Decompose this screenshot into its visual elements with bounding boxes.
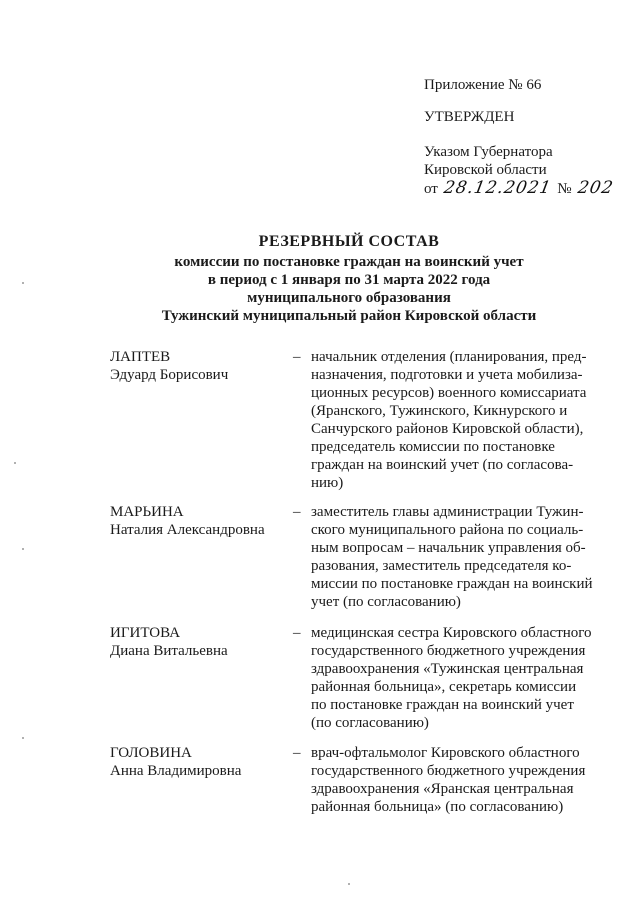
scan-speck [22, 548, 24, 550]
approval-stamp-block [424, 76, 619, 198]
from-prefix: от [424, 181, 438, 197]
member-name: Наталия Александровна [110, 522, 265, 538]
title-line-3: в период с 1 января по 31 марта 2022 года [207, 272, 491, 288]
member-dash: – [293, 349, 301, 365]
member-dash: – [293, 745, 301, 761]
member-person [110, 348, 285, 384]
document-title [100, 233, 598, 325]
decree-line-1: Указом Губернатора [424, 144, 553, 160]
member-surname: ЛАПТЕВ [110, 349, 171, 365]
member-dash: – [293, 504, 301, 520]
description-line: здравоохранения «Тужинская центральная [311, 661, 584, 677]
member-description [311, 744, 598, 816]
description-line: заместитель главы администрации Тужин- [311, 504, 584, 520]
member-person [110, 744, 285, 780]
description-line: медицинская сестра Кировского областного [311, 625, 592, 641]
description-line: миссии по постановке граждан на воинский [311, 576, 593, 592]
description-line: ционных ресурсов) военного комиссариата [311, 385, 587, 401]
member-name: Эдуард Борисович [110, 367, 229, 383]
title-line-2: комиссии по постановке граждан на воинский учет [174, 254, 524, 270]
member-description [311, 624, 598, 732]
description-line: начальник отделения (планирования, пред- [311, 349, 587, 365]
number-sign: № [557, 181, 572, 197]
handwritten-number: 202 [575, 178, 615, 198]
description-line: Санчурского районов Кировской области), [311, 421, 584, 437]
title-line-5: Тужинский муниципальный район Кировской области [161, 308, 537, 324]
member-description [311, 503, 598, 611]
description-line: учет (по согласованию) [311, 594, 461, 610]
scan-speck [348, 883, 350, 885]
member-dash: – [293, 625, 301, 641]
member-name: Диана Витальевна [110, 643, 228, 659]
description-line: районная больница» (по согласованию) [311, 799, 564, 815]
description-line: районная больница», секретарь комиссии [311, 679, 577, 695]
description-line: ным вопросам – начальник управления об- [311, 540, 586, 556]
description-line: граждан на воинский учет (по согласова- [311, 457, 574, 473]
member-surname: МАРЬИНА [110, 504, 184, 520]
scan-speck [22, 282, 24, 284]
description-line: назначения, подготовки и учета мобилиза- [311, 367, 583, 383]
description-line: нию) [311, 475, 344, 491]
scan-speck [14, 462, 16, 464]
handwritten-date: 28.12.2021 [442, 178, 553, 198]
description-line: государственного бюджетного учреждения [311, 763, 586, 779]
description-line: по постановке граждан на воинский учет [311, 697, 574, 713]
description-line: (Яранского, Тужинского, Кикнурского и [311, 403, 568, 419]
approved-label: УТВЕРЖДЕН [424, 109, 515, 125]
decree-date-row [424, 179, 619, 198]
appendix-number: Приложение № 66 [424, 77, 542, 93]
description-line: разования, заместитель председателя ко- [311, 558, 572, 574]
member-person [110, 624, 285, 660]
description-line: врач-офтальмолог Кировского областного [311, 745, 580, 761]
member-description [311, 348, 598, 492]
description-line: ского муниципального района по социаль- [311, 522, 584, 538]
member-surname: ИГИТОВА [110, 625, 181, 641]
member-person [110, 503, 285, 539]
decree-line-2: Кировской области [424, 162, 547, 178]
description-line: государственного бюджетного учреждения [311, 643, 586, 659]
member-surname: ГОЛОВИНА [110, 745, 192, 761]
description-line: здравоохранения «Яранская центральная [311, 781, 574, 797]
title-main: РЕЗЕРВНЫЙ СОСТАВ [258, 233, 440, 250]
title-line-4: муниципального образования [247, 290, 451, 306]
description-line: (по согласованию) [311, 715, 429, 731]
description-line: председатель комиссии по постановке [311, 439, 555, 455]
scan-speck [22, 737, 24, 739]
member-name: Анна Владимировна [110, 763, 242, 779]
